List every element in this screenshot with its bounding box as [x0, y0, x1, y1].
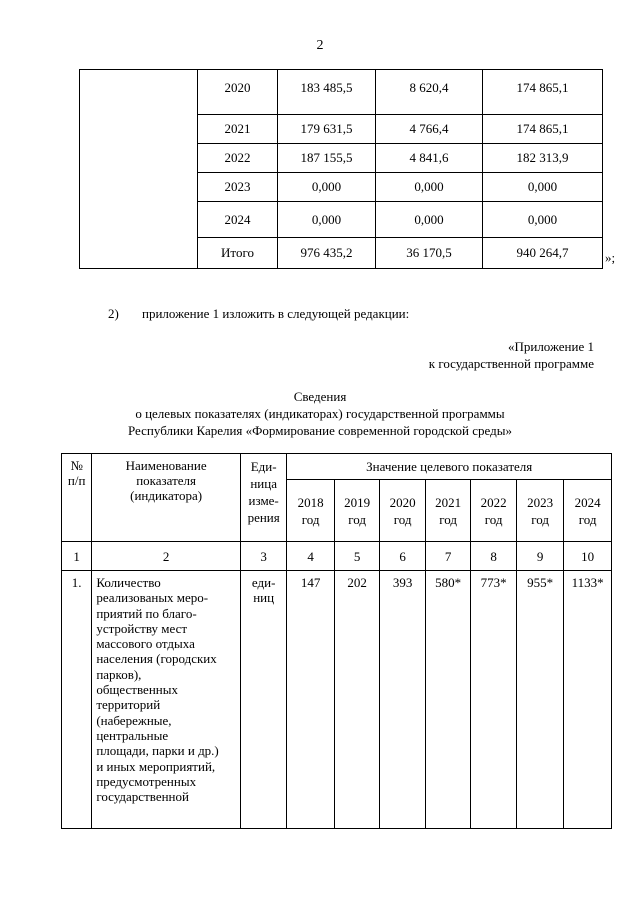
header-year: 2018 год — [287, 480, 335, 542]
col-number: 4 — [287, 542, 335, 571]
year-cell: 2024 — [198, 202, 278, 238]
indicators-table — [61, 453, 612, 829]
col-number: 8 — [471, 542, 516, 571]
header-year: 2023 год — [516, 480, 564, 542]
year-cell: 2023 — [198, 173, 278, 202]
col-number: 10 — [564, 542, 612, 571]
value-cell: 0,000 — [376, 202, 483, 238]
title-line-2: о целевых показателях (индикаторах) государственной программы — [135, 406, 505, 421]
closing-quote: »; — [605, 250, 616, 265]
value-cell: 174 865,1 — [483, 115, 603, 144]
col-number: 7 — [425, 542, 470, 571]
header-name: Наименование показателя (индикатора) — [92, 454, 241, 542]
document-title — [0, 388, 640, 439]
value-cell: 179 631,5 — [278, 115, 376, 144]
indicator-value: 393 — [380, 571, 425, 829]
value-cell: 976 435,2 — [278, 238, 376, 269]
indicator-value: 1133* — [564, 571, 612, 829]
value-cell: 0,000 — [278, 202, 376, 238]
appendix-label: «Приложение 1 — [507, 339, 594, 354]
year-cell: 2020 — [198, 70, 278, 115]
table-row — [62, 571, 612, 829]
value-cell: 4 841,6 — [376, 144, 483, 173]
header-unit: Еди- ница изме- рения — [240, 454, 287, 542]
col-number: 3 — [240, 542, 287, 571]
empty-merged-cell — [80, 70, 198, 269]
value-cell: 0,000 — [376, 173, 483, 202]
value-cell: 36 170,5 — [376, 238, 483, 269]
page-number: 2 — [316, 38, 324, 53]
header-num: № п/п — [62, 454, 92, 542]
indicator-value: 773* — [471, 571, 516, 829]
indicator-value: 202 — [334, 571, 379, 829]
value-cell: 0,000 — [278, 173, 376, 202]
indicator-unit: еди- ниц — [240, 571, 287, 829]
indicator-value: 580* — [425, 571, 470, 829]
value-cell: 940 264,7 — [483, 238, 603, 269]
paragraph-text: приложение 1 изложить в следующей редакции: — [142, 306, 410, 321]
title-line-3: Республики Карелия «Формирование современной городской среды» — [127, 423, 512, 438]
value-cell: 183 485,5 — [278, 70, 376, 115]
header-year: 2024 год — [564, 480, 612, 542]
value-cell: 182 313,9 — [483, 144, 603, 173]
appendix-sublabel: к государственной программе — [428, 356, 594, 371]
value-cell: 4 766,4 — [376, 115, 483, 144]
column-numbers-row — [62, 542, 612, 571]
header-year: 2021 год — [425, 480, 470, 542]
value-cell: 174 865,1 — [483, 70, 603, 115]
funding-table — [79, 69, 603, 269]
col-number: 9 — [516, 542, 564, 571]
paragraph-number: 2) — [108, 306, 119, 321]
header-year: 2019 год — [334, 480, 379, 542]
col-number: 6 — [380, 542, 425, 571]
title-line-1: Сведения — [293, 389, 347, 404]
header-year: 2022 год — [471, 480, 516, 542]
value-cell: 0,000 — [483, 202, 603, 238]
value-cell: 0,000 — [483, 173, 603, 202]
total-label-cell: Итого — [198, 238, 278, 269]
table-row — [80, 70, 603, 115]
row-num: 1. — [62, 571, 92, 829]
col-number: 1 — [62, 542, 92, 571]
header-year: 2020 год — [380, 480, 425, 542]
indicator-value: 955* — [516, 571, 564, 829]
header-row — [62, 454, 612, 480]
col-number: 5 — [334, 542, 379, 571]
col-number: 2 — [92, 542, 241, 571]
value-cell: 8 620,4 — [376, 70, 483, 115]
indicator-value: 147 — [287, 571, 335, 829]
year-cell: 2022 — [198, 144, 278, 173]
indicator-name: Количество реализованых меро- приятий по благо- устройству мест массового отдыха населения (городских парков), общественных территорий (набережные, центральные площади, парки и др.) и иных мероприятий, предусмотренных государственной — [92, 571, 241, 829]
year-cell: 2021 — [198, 115, 278, 144]
paragraph-2 — [108, 306, 409, 322]
value-cell: 187 155,5 — [278, 144, 376, 173]
header-value-group: Значение целевого показателя — [287, 454, 612, 480]
